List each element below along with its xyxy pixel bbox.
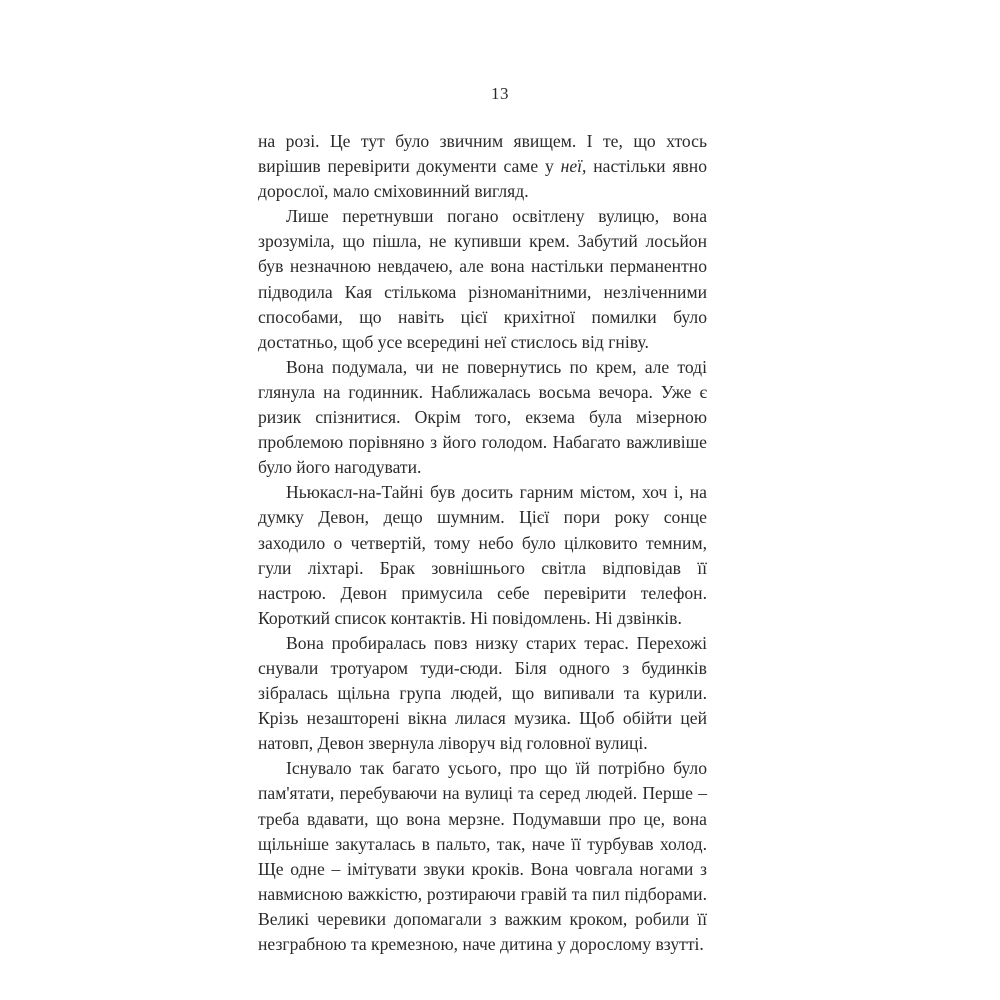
paragraph-1-text: на розі. Це тут було звичним явищем. І те, що хтось вирішив перевірити документи саме у	[258, 131, 707, 177]
paragraph-5	[258, 631, 707, 756]
paragraph-5-text: Вона пробиралась повз низку старих терас. Перехожі снували тротуаром туди-сюди. Біля одного з будинків зібралась щільна група людей, що випивали та курили. Крізь незашторені вікна лилася музика. Щоб обійти цей натовп, Девон звернула ліворуч від головної вулиці.	[258, 632, 707, 754]
paragraph-1-text-end: , настільки явно дорослої, мало сміховинний вигляд.	[258, 156, 707, 202]
paragraph-6	[258, 756, 707, 957]
paragraph-3-text: Вона подумала, чи не повернутись по крем, але тоді глянула на годинник. Наближалась восьма вечора. Уже є ризик спізнитися. Окрім того, екзема була мізерною проблемою порівняно з його голодом. Набагато важливіше було його нагодувати.	[258, 356, 707, 478]
paragraph-2-text: Лише перетнувши погано освітлену вулицю, вона зрозуміла, що пішла, не купивши крем. Забутий лосьйон був незначною невдачею, але вона настільки перманентно підводила Кая стількома різноманітними, незліченними способами, що навіть цієї крихітної помилки було достатньо, щоб усе всередині неї стислось від гніву.	[258, 206, 707, 352]
paragraph-4-text: Ньюкасл-на-Тайні був досить гарним містом, хоч і, на думку Девон, дещо шумним. Цієї пори року сонце заходило о четвертій, тому небо було цілковито темним, гули ліхтарі. Брак зовнішнього світла відповідав її настрою. Девон примусила себе перевірити телефон. Короткий список контактів. Ні повідомлень. Ні дзвінків.	[258, 482, 707, 628]
paragraph-4	[258, 480, 707, 631]
page-number: 13	[491, 84, 509, 103]
paragraph-3	[258, 355, 707, 480]
paragraph-1	[258, 129, 707, 204]
paragraph-6-text: Існувало так багато усього, про що їй потрібно було пам'ятати, перебуваючи на вулиці та серед людей. Перше – треба вдавати, що вона мерзне. Подумавши про це, вона щільніше закуталась в пальто, так, наче її турбував холод. Ще одне – імітувати звуки кроків. Вона човгала ногами з навмисною важкістю, розтираючи гравій та пил підборами. Великі черевики допомагали з важким кроком, робили її незграбною та кремезною, наче дитина у дорослому взутті.	[258, 758, 707, 954]
body-text	[258, 129, 707, 957]
paragraph-2	[258, 204, 707, 355]
paragraph-1-emphasis: неї	[560, 156, 583, 177]
